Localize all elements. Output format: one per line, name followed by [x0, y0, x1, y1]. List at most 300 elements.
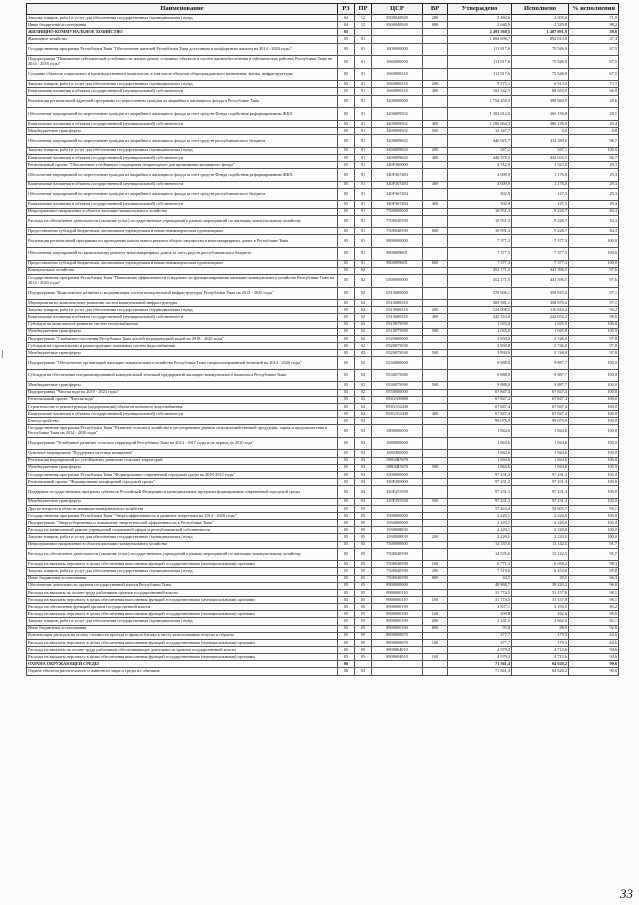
- cell-pr: 01: [355, 201, 372, 208]
- cell-csr: [372, 29, 423, 36]
- cell-executed: 13 142,5: [512, 548, 569, 561]
- cell-name: Расходы на обеспечение деятельности (оказание услуг) государственных учреждений в рамках мероприятий по жилищно-коммунальному хозяйству: [27, 548, 338, 561]
- table-row: [27, 618, 619, 625]
- cell-executed: 1 045,0: [512, 328, 569, 335]
- table-row: [27, 396, 619, 403]
- cell-vr: [423, 425, 448, 438]
- table-row: [27, 350, 619, 357]
- cell-name: Расходы на выплаты персоналу в целях обеспечения выполнения функций государственными (муниципальными) органами: [27, 561, 338, 568]
- cell-rz: 05: [338, 267, 355, 274]
- cell-vr: [423, 321, 448, 328]
- cell-vr: [423, 548, 448, 561]
- cell-pr: 01: [355, 215, 372, 228]
- cell-csr: 0550000000: [372, 389, 423, 396]
- cell-executed: 892 013,8: [512, 36, 569, 43]
- table-row: [27, 410, 619, 417]
- cell-csr: 8900000870: [372, 632, 423, 639]
- cell-vr: 200: [423, 147, 448, 154]
- cell-vr: [423, 369, 448, 382]
- cell-approved: 1 045,0: [448, 321, 512, 328]
- cell-percent: 100,0: [569, 260, 619, 267]
- table-row: [27, 527, 619, 534]
- cell-percent: 94,6: [569, 647, 619, 654]
- cell-pr: 02: [355, 357, 372, 370]
- table-row: [27, 215, 619, 228]
- cell-approved: 14 335,6: [448, 548, 512, 561]
- cell-rz: 05: [338, 36, 355, 43]
- cell-pr: 02: [355, 267, 372, 274]
- cell-pr: 01: [355, 181, 372, 188]
- cell-csr: 340F367483: [372, 169, 423, 182]
- cell-name: Межбюджетные трансферты: [27, 350, 338, 357]
- cell-rz: 05: [338, 382, 355, 389]
- cell-vr: 400: [423, 201, 448, 208]
- table-row: [27, 108, 619, 121]
- cell-percent: 100,0: [569, 425, 619, 438]
- cell-csr: 8900000190: [372, 618, 423, 625]
- table-row: [27, 582, 619, 589]
- cell-approved: 1 303 012,0: [448, 108, 512, 121]
- cell-pr: 02: [355, 307, 372, 314]
- cell-vr: 400: [423, 120, 448, 127]
- cell-vr: [423, 647, 448, 654]
- cell-rz: 05: [338, 201, 355, 208]
- cell-name: Обеспечение мероприятий по переселению граждан из аварийного жилищного фонда за счет средств Фонда содействия реформированию ЖКХ: [27, 169, 338, 182]
- cell-name: Реализация региональной программы по проведению капитального ремонта общего имущества в многоквартирных домах в Республике Тыва: [27, 235, 338, 248]
- cell-name: Закупка товаров, работ и услуг для обеспечения государственных (муниципальных) нужд: [27, 81, 338, 88]
- cell-csr: 8900000190: [372, 604, 423, 611]
- cell-percent: 67,5: [569, 56, 619, 69]
- cell-percent: 67,5: [569, 68, 619, 81]
- cell-approved: 57 424,4: [448, 505, 512, 512]
- cell-name: Компенсация расходов на оплату стоимости проезда и провоза багажа к месту использования отпуска и обратно: [27, 632, 338, 639]
- cell-csr: 1660000310: [372, 81, 423, 88]
- cell-pr: 03: [355, 437, 372, 450]
- cell-executed: 31 157,8: [512, 589, 569, 596]
- cell-vr: [423, 541, 448, 548]
- cell-executed: 366 156,8: [512, 120, 569, 127]
- cell-approved: 2 220,1: [448, 513, 512, 520]
- cell-percent: 29,3: [569, 169, 619, 182]
- cell-executed: 9 887,7: [512, 357, 569, 370]
- cell-approved: 1 290 664,3: [448, 120, 512, 127]
- cell-executed: 67 847,4: [512, 396, 569, 403]
- table-row: [27, 668, 619, 675]
- table-row: [27, 188, 619, 201]
- cell-rz: 05: [338, 154, 355, 161]
- table-row: [27, 307, 619, 314]
- cell-approved: 4 512,8: [448, 161, 512, 168]
- cell-pr: 03: [355, 668, 372, 675]
- cell-pr: 02: [355, 328, 372, 335]
- cell-name: Капитальные вложения в объекты государственной (муниципальной) собственности: [27, 410, 338, 417]
- cell-percent: 29,3: [569, 181, 619, 188]
- cell-percent: 67,5: [569, 43, 619, 56]
- cell-vr: [423, 169, 448, 182]
- table-row: [27, 56, 619, 69]
- header-vr: ВР: [423, 4, 448, 15]
- cell-approved: 3 484,6: [448, 15, 512, 22]
- table-row: [27, 357, 619, 370]
- cell-pr: 02: [355, 396, 372, 403]
- table-row: [27, 274, 619, 287]
- cell-pr: 05: [355, 604, 372, 611]
- cell-name: Иные бюджетные ассигнования: [27, 625, 338, 632]
- cell-vr: [423, 589, 448, 596]
- table-row: [27, 267, 619, 274]
- cell-rz: 05: [338, 342, 355, 349]
- cell-csr: 0530075080: [372, 369, 423, 382]
- table-row: [27, 287, 619, 300]
- cell-csr: 7500040590: [372, 561, 423, 568]
- cell-vr: [423, 135, 448, 148]
- cell-csr: [372, 661, 423, 668]
- cell-pr: 05: [355, 561, 372, 568]
- cell-rz: 05: [338, 568, 355, 575]
- cell-approved: 452 171,5: [448, 274, 512, 287]
- table-row: [27, 15, 619, 22]
- cell-percent: 29,3: [569, 201, 619, 208]
- table-row: [27, 486, 619, 499]
- cell-csr: 3400000000: [372, 95, 423, 108]
- cell-csr: [372, 267, 423, 274]
- cell-pr: 05: [355, 568, 372, 575]
- header-csr: ЦСР: [372, 4, 423, 15]
- cell-name: Основное мероприятие "Поддержка местных инициатив": [27, 450, 338, 457]
- cell-rz: 05: [338, 575, 355, 582]
- cell-percent: 100,0: [569, 357, 619, 370]
- cell-name: Реализация региональной адресной программы по переселению граждан из аварийного жилищного фонда в Республике Тыва: [27, 95, 338, 108]
- cell-rz: 05: [338, 425, 355, 438]
- cell-name: Субсидии на строительство и реконструкцию локальных систем водоснабжения: [27, 342, 338, 349]
- cell-pr: 01: [355, 88, 372, 95]
- cell-name: Предоставление субсидий бюджетным, автономным учреждениям и иным некоммерческим организациям: [27, 228, 338, 235]
- cell-percent: 88,6: [569, 611, 619, 618]
- cell-executed: 432 033,5: [512, 154, 569, 161]
- cell-csr: 9800009601: [372, 260, 423, 267]
- cell-csr: 3400009502: [372, 120, 423, 127]
- cell-pr: 01: [355, 43, 372, 56]
- cell-percent: 97,6: [569, 274, 619, 287]
- cell-percent: 0,0: [569, 127, 619, 134]
- cell-approved: 10 951,3: [448, 215, 512, 228]
- table-row: [27, 647, 619, 654]
- cell-percent: 98,6: [569, 314, 619, 321]
- cell-name: Государственная программа Республики Тыва "Развитие сельского хозяйства и регулирование рынков сельскохозяйственной продукции, сырья и продовольствия в Республике Тыва на 2014 - 2020 годы": [27, 425, 338, 438]
- cell-rz: 05: [338, 260, 355, 267]
- cell-percent: 100,0: [569, 527, 619, 534]
- cell-percent: 66,9: [569, 88, 619, 95]
- cell-vr: 100: [423, 561, 448, 568]
- cell-approved: 277,7: [448, 632, 512, 639]
- cell-pr: 02: [355, 287, 372, 300]
- cell-approved: 347,2: [448, 147, 512, 154]
- cell-approved: 4 009,9: [448, 181, 512, 188]
- cell-name: Закупка товаров, работ и услуг для обеспечения государственных (муниципальных) нужд: [27, 534, 338, 541]
- cell-pr: 02: [355, 350, 372, 357]
- cell-executed: 6 913,0: [512, 81, 569, 88]
- cell-executed: 9 887,7: [512, 382, 569, 389]
- cell-vr: [423, 632, 448, 639]
- margin-mark: [2, 350, 9, 358]
- cell-executed: 3 193,5: [512, 604, 569, 611]
- cell-pr: 01: [355, 135, 372, 148]
- cell-pr: 02: [355, 321, 372, 328]
- cell-executed: 29,5: [512, 575, 569, 582]
- cell-name: Охрана объектов растительного и животного мира и среды их обитания: [27, 668, 338, 675]
- cell-pr: 05: [355, 611, 372, 618]
- cell-percent: 98,1: [569, 597, 619, 604]
- cell-executed: 97 231,3: [512, 479, 569, 486]
- cell-name: Подпрограмма "Комплексное развитие и модернизация систем коммунальной инфраструктуры Республики Тыва на 2014 - 2020 годы": [27, 287, 338, 300]
- cell-name: Региональный проект "Чистая вода": [27, 396, 338, 403]
- cell-csr: 7500040590: [372, 215, 423, 228]
- table-row: [27, 534, 619, 541]
- cell-pr: 02: [355, 300, 372, 307]
- cell-vr: 200: [423, 307, 448, 314]
- cell-approved: 446 578,5: [448, 154, 512, 161]
- header-name: Наименование: [27, 4, 338, 15]
- cell-rz: 05: [338, 68, 355, 81]
- cell-name: Закупка товаров, работ и услуг для обеспечения государственных (муниципальных) нужд: [27, 147, 338, 154]
- cell-pr: 05: [355, 575, 372, 582]
- cell-csr: 3400009502: [372, 127, 423, 134]
- cell-pr: 01: [355, 188, 372, 201]
- cell-executed: 242 054,2: [512, 314, 569, 321]
- cell-rz: 05: [338, 321, 355, 328]
- cell-rz: 05: [338, 618, 355, 625]
- cell-csr: 8900000870: [372, 639, 423, 646]
- table-row: [27, 335, 619, 342]
- cell-vr: 200: [423, 618, 448, 625]
- cell-executed: 4 712,6: [512, 654, 569, 661]
- cell-executed: 147,5: [512, 201, 569, 208]
- cell-pr: 02: [355, 403, 372, 410]
- cell-executed: 0,0: [512, 127, 569, 134]
- cell-executed: 7 377,3: [512, 248, 569, 261]
- cell-vr: [423, 661, 448, 668]
- cell-rz: 05: [338, 161, 355, 168]
- cell-executed: 2 329,8: [512, 22, 569, 29]
- cell-vr: [423, 335, 448, 342]
- cell-percent: 71,9: [569, 15, 619, 22]
- cell-executed: 97 231,3: [512, 471, 569, 478]
- cell-vr: [423, 161, 448, 168]
- cell-name: Непрограммное направление в области жилищно-коммунального хозяйства: [27, 208, 338, 215]
- cell-name: Обеспечение мероприятий по переселению граждан из аварийного жилищного фонда за счет средств Фонда содействия реформированию ЖКХ: [27, 108, 338, 121]
- cell-vr: 100: [423, 597, 448, 604]
- cell-vr: [423, 43, 448, 56]
- table-row: [27, 589, 619, 596]
- cell-name: Иные бюджетные ассигнования: [27, 575, 338, 582]
- cell-percent: 100,0: [569, 396, 619, 403]
- cell-approved: 31 774,5: [448, 589, 512, 596]
- cell-name: Расходы на выплаты персоналу в целях обеспечения выполнения функций государственными (муниципальными) органами: [27, 597, 338, 604]
- cell-rz: 05: [338, 647, 355, 654]
- cell-pr: 05: [355, 589, 372, 596]
- cell-pr: 05: [355, 582, 372, 589]
- table-row: [27, 135, 619, 148]
- table-row: [27, 625, 619, 632]
- cell-vr: [423, 188, 448, 201]
- cell-approved: 452 171,5: [448, 267, 512, 274]
- cell-name: Межбюджетные трансферты: [27, 498, 338, 505]
- cell-csr: 340F367484: [372, 201, 423, 208]
- cell-approved: 71 361,4: [448, 661, 512, 668]
- cell-pr: 01: [355, 228, 372, 235]
- cell-pr: 01: [355, 81, 372, 88]
- cell-name: Капитальные вложения в объекты государственной (муниципальной) собственности: [27, 120, 338, 127]
- cell-csr: 0520075030: [372, 350, 423, 357]
- cell-executed: 347,1: [512, 147, 569, 154]
- cell-name: Расходы на обеспечение деятельности (оказание услуг) государственных учреждений в рамках мероприятий по жилищно-коммунальному хозяйству: [27, 215, 338, 228]
- cell-rz: 05: [338, 396, 355, 403]
- cell-executed: 97 231,3: [512, 498, 569, 505]
- cell-name: Государственная программа Республики Тыва "Обеспечение жителей Республики Тыва доступным и комфортным жильем на 2014 - 2020 годы": [27, 43, 338, 56]
- cell-executed: 399 860,9: [512, 95, 569, 108]
- table-row: [27, 513, 619, 520]
- table-row: [27, 520, 619, 527]
- cell-rz: 05: [338, 228, 355, 235]
- table-row: [27, 450, 619, 457]
- cell-approved: 10 951,3: [448, 228, 512, 235]
- cell-approved: 97 231,3: [448, 471, 512, 478]
- cell-pr: 05: [355, 647, 372, 654]
- cell-csr: 0510075090: [372, 321, 423, 328]
- cell-pr: [355, 661, 372, 668]
- cell-csr: 7500040590: [372, 575, 423, 582]
- cell-csr: 055G552430: [372, 410, 423, 417]
- cell-pr: 03: [355, 486, 372, 499]
- header-executed: Исполнено: [512, 4, 569, 15]
- cell-approved: 71 361,4: [448, 668, 512, 675]
- table-row: [27, 228, 619, 235]
- cell-rz: 05: [338, 505, 355, 512]
- table-row: [27, 260, 619, 267]
- table-row: [27, 328, 619, 335]
- cell-vr: 500: [423, 328, 448, 335]
- cell-vr: 200: [423, 568, 448, 575]
- table-row: [27, 81, 619, 88]
- cell-vr: [423, 582, 448, 589]
- cell-rz: 05: [338, 248, 355, 261]
- cell-name: Межбюджетные трансферты: [27, 382, 338, 389]
- cell-executed: 9 228,7: [512, 208, 569, 215]
- cell-approved: 95,8: [448, 625, 512, 632]
- table-row: [27, 120, 619, 127]
- cell-pr: 02: [355, 274, 372, 287]
- cell-executed: 179,3: [512, 639, 569, 646]
- cell-pr: 05: [355, 541, 372, 548]
- cell-name: Подпрограмма "Снабжение населения Республики Тыва чистой водопроводной водой на 2018 - 2020 годы": [27, 335, 338, 342]
- cell-vr: [423, 396, 448, 403]
- cell-percent: 100,0: [569, 147, 619, 154]
- cell-rz: 05: [338, 56, 355, 69]
- cell-approved: 4 979,4: [448, 647, 512, 654]
- cell-vr: 500: [423, 350, 448, 357]
- cell-approved: 102 542,5: [448, 88, 512, 95]
- table-row: [27, 548, 619, 561]
- cell-approved: 7 377,3: [448, 248, 512, 261]
- cell-csr: 0510000310: [372, 300, 423, 307]
- cell-vr: [423, 450, 448, 457]
- cell-vr: 100: [423, 611, 448, 618]
- cell-percent: 100,0: [569, 321, 619, 328]
- cell-approved: 124 008,1: [448, 307, 512, 314]
- cell-executed: 2 220,0: [512, 513, 569, 520]
- cell-approved: 1 844,6: [448, 450, 512, 457]
- cell-csr: 1800000000: [372, 425, 423, 438]
- table-row: [27, 201, 619, 208]
- cell-rz: 05: [338, 215, 355, 228]
- cell-csr: 1660000310: [372, 88, 423, 95]
- table-row: [27, 568, 619, 575]
- cell-csr: 3300000000: [372, 471, 423, 478]
- cell-executed: 2 220,0: [512, 534, 569, 541]
- cell-name: Подпрограмма "Энергосбережение и повышение энергетической эффективности в Республике Тыва": [27, 520, 338, 527]
- cell-rz: 05: [338, 654, 355, 661]
- cell-executed: 97 231,3: [512, 486, 569, 499]
- page-number: 33: [620, 886, 633, 901]
- cell-approved: 4 979,4: [448, 654, 512, 661]
- cell-percent: 98,1: [569, 589, 619, 596]
- cell-csr: 055G552430: [372, 403, 423, 410]
- cell-csr: 1930008830: [372, 534, 423, 541]
- cell-csr: 0510000000: [372, 287, 423, 300]
- cell-approved: 111 917,6: [448, 68, 512, 81]
- cell-name: Межбюджетные трансферты: [27, 328, 338, 335]
- cell-pr: 03: [355, 479, 372, 486]
- cell-approved: 499,8: [448, 611, 512, 618]
- cell-percent: 100,0: [569, 464, 619, 471]
- cell-csr: 8900004010: [372, 654, 423, 661]
- table-body: [27, 15, 619, 676]
- table-row: [27, 161, 619, 168]
- cell-vr: [423, 418, 448, 425]
- cell-vr: 400: [423, 88, 448, 95]
- cell-rz: 05: [338, 418, 355, 425]
- cell-percent: 73,7: [569, 81, 619, 88]
- cell-executed: 1 844,6: [512, 425, 569, 438]
- cell-name: Субсидии на обеспечение специализированной коммунальной техникой предприятий жилищно-коммунального комплекса Республики Тыва: [27, 369, 338, 382]
- cell-pr: 03: [355, 498, 372, 505]
- cell-rz: 05: [338, 135, 355, 148]
- cell-pr: 02: [355, 314, 372, 321]
- cell-csr: 0510000310: [372, 314, 423, 321]
- cell-percent: 100,0: [569, 382, 619, 389]
- table-row: [27, 541, 619, 548]
- cell-rz: 05: [338, 181, 355, 188]
- cell-csr: 0510000310: [372, 307, 423, 314]
- cell-pr: 03: [355, 425, 372, 438]
- cell-pr: 05: [355, 527, 372, 534]
- cell-executed: 6 454,8: [512, 568, 569, 575]
- table-row: [27, 561, 619, 568]
- cell-executed: 1 323,5: [512, 161, 569, 168]
- cell-approved: 31 774,5: [448, 597, 512, 604]
- cell-executed: 9 887,7: [512, 369, 569, 382]
- table-row: [27, 425, 619, 438]
- cell-approved: 9 888,0: [448, 369, 512, 382]
- cell-executed: 1 045,0: [512, 321, 569, 328]
- cell-vr: 500: [423, 127, 448, 134]
- cell-name: Обеспечение мероприятий по переселению граждан из аварийного жилищного фонда за счет средств республиканского бюджета: [27, 135, 338, 148]
- table-row: [27, 147, 619, 154]
- cell-name: Подпрограмма "Устойчивое развитие сельских территорий Республики Тыва на 2014 - 2017 годы и на период до 2020 года": [27, 437, 338, 450]
- cell-pr: 01: [355, 108, 372, 121]
- cell-name: Реализация мероприятий по устойчивому развитию сельских территорий: [27, 457, 338, 464]
- cell-executed: 1 176,0: [512, 169, 569, 182]
